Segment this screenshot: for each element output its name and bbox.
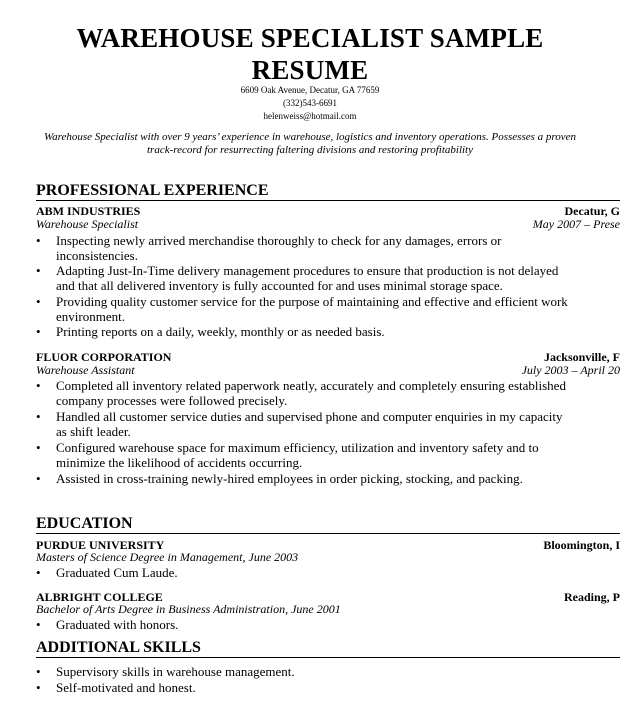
bullet-text-continuation: and that all delivered inventory is fully accounted for and uses minimal storage space. [56,278,503,293]
bullet-text: Self-motivated and honest. [56,680,196,695]
bullet-marker: • [36,617,41,632]
section-heading-education: EDUCATION [36,515,620,534]
bullet-marker: • [36,409,41,424]
section-heading-skills: ADDITIONAL SKILLS [36,639,620,658]
bullet-marker: • [36,440,41,455]
school-location: Bloomington, I [543,538,620,552]
bullet-text: Completed all inventory related paperwork neatly, accurately and completely ensuring established [56,378,566,393]
bullet-text: Assisted in cross-training newly-hired employees in order picking, stocking, and packing. [56,471,523,486]
bullet-text-continuation: company processes were followed precisely. [56,393,288,408]
bullet-text: Inspecting newly arrived merchandise thoroughly to check for any damages, errors or [56,233,502,248]
bullet-text: Providing quality customer service for the purpose of maintaining and effective and efficient work [56,294,568,309]
contact-phone: (332)543-6691 [283,98,337,108]
bullet-marker: • [36,664,41,679]
school-location: Reading, P [563,590,620,604]
bullet-text-continuation: as shift leader. [56,424,131,439]
bullet-text: Handled all customer service duties and supervised phone and computer enquiries in my capacity [56,409,563,424]
job-location: Decatur, G [564,204,620,218]
job-dates: May 2007 – Prese [532,217,620,231]
bullet-text: Graduated with honors. [56,617,179,632]
school-degree: Bachelor of Arts Degree in Business Administration, June 2001 [36,602,341,616]
bullet-text-continuation: minimize the likelihood of accidents occurring. [56,455,303,470]
bullet-text-continuation: environment. [56,309,125,324]
bullet-text-continuation: inconsistencies. [56,248,138,263]
bullet-marker: • [36,378,41,393]
bullet-text: Adapting Just-In-Time delivery management procedures to ensure that production is not delayed [56,263,559,278]
bullet-text: Graduated Cum Laude. [56,565,178,580]
contact-email: helenweiss@hotmail.com [263,111,357,121]
bullet-marker: • [36,233,41,248]
bullet-marker: • [36,565,41,580]
bullet-marker: • [36,471,41,486]
bullet-text: Configured warehouse space for maximum efficiency, utilization and inventory safety and to [56,440,539,455]
job-dates: July 2003 – April 20 [521,363,620,377]
company-name: FLUOR CORPORATION [36,350,172,364]
summary-line-2: track-record for resurrecting faltering divisions and restoring profitability [146,144,473,156]
resume-title: WAREHOUSE SPECIALIST SAMPLE [76,23,544,53]
job-role: Warehouse Assistant [36,363,135,377]
summary-line-1: Warehouse Specialist with over 9 years’ experience in warehouse, logistics and inventory operations. Possesses a proven [43,131,577,143]
bullet-marker: • [36,680,41,695]
bullet-marker: • [36,324,41,339]
company-name: ABM INDUSTRIES [36,204,141,218]
bullet-marker: • [36,294,41,309]
bullet-marker: • [36,263,41,278]
resume-title-line2: RESUME [251,55,369,85]
contact-address: 6609 Oak Avenue, Decatur, GA 77659 [240,85,380,95]
school-name: ALBRIGHT COLLEGE [36,590,163,604]
school-name: PURDUE UNIVERSITY [36,538,165,552]
section-heading-experience: PROFESSIONAL EXPERIENCE [36,182,620,201]
job-location: Jacksonville, F [543,350,620,364]
bullet-text: Supervisory skills in warehouse management. [56,664,295,679]
bullet-text: Printing reports on a daily, weekly, monthly or as needed basis. [56,324,385,339]
school-degree: Masters of Science Degree in Management, June 2003 [36,550,299,564]
job-role: Warehouse Specialist [36,217,139,231]
